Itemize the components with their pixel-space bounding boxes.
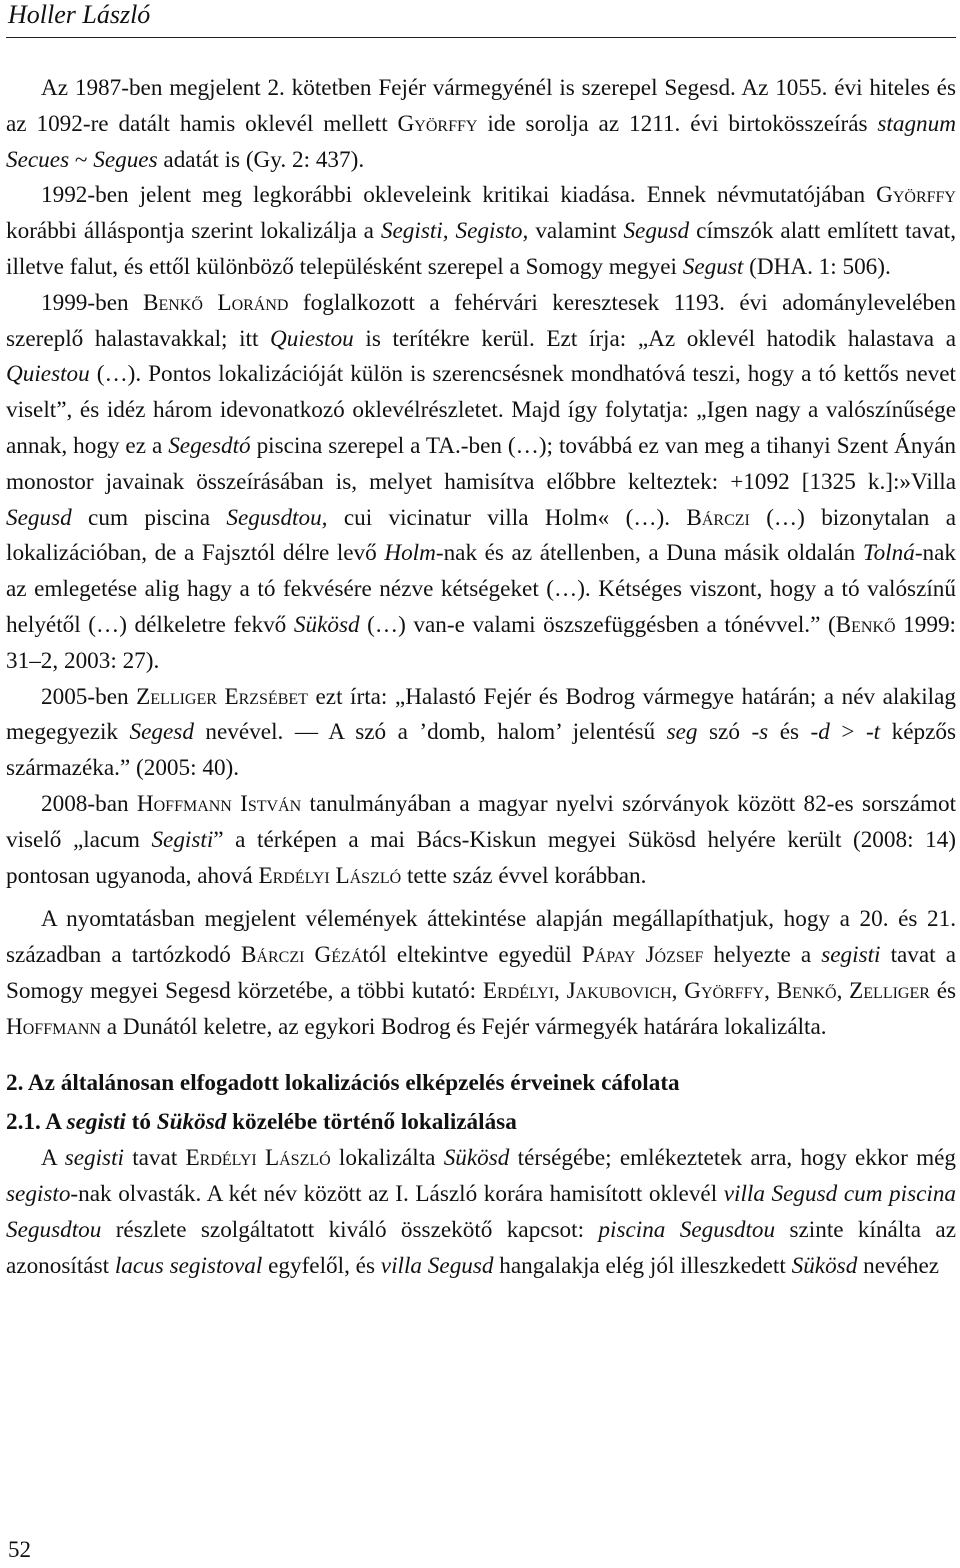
text-run: lokalizálta [330, 1145, 444, 1172]
running-header-author: Holler László [8, 0, 151, 29]
author-name: Hoffmann [6, 1013, 101, 1040]
italic-text: Quiestou [270, 325, 354, 352]
text-run: ~ [69, 146, 94, 173]
author-name: Zelliger Erzsébet [136, 683, 308, 710]
body-paragraph [6, 680, 956, 787]
text-run: 1999: 31–2, 2003: 27). [6, 611, 956, 674]
italic-text: segisto [6, 1180, 71, 1207]
text-run: ide sorolja az 1211. évi birtokösszeírás [477, 110, 878, 137]
italic-text: villa Segusd [380, 1252, 494, 1279]
italic-text: Segust [682, 253, 744, 280]
italic-text: -d [810, 719, 830, 746]
text-run: és [768, 719, 811, 746]
text-run: , [554, 977, 567, 1004]
text-run: , [671, 977, 685, 1004]
text-run: hangalakja elég jól illeszkedett [493, 1252, 792, 1279]
italic-text: -t [865, 719, 881, 746]
italic-text: Segesd [129, 719, 194, 746]
text-run: (DHA. 1: 506). [743, 253, 891, 280]
author-name: Pápay József [581, 942, 704, 969]
author-name: Györffy [876, 182, 956, 209]
text-run: tanulmányában a magyar nyelvi szórványok között 82-es sorszámot viselő „lacum [6, 790, 957, 853]
text-run: szó [697, 719, 752, 746]
italic-text: Quiestou [6, 361, 90, 388]
italic-text: Segisti [151, 826, 214, 853]
italic-text: Sükösd [156, 1109, 227, 1136]
text-run: > [829, 719, 866, 746]
body-paragraph [6, 178, 956, 285]
article-body [6, 71, 956, 1284]
italic-text: segisti [821, 942, 881, 969]
text-run: 1999-ben [41, 289, 144, 316]
italic-text: villa Segusd cum piscina Segusdtou [6, 1180, 957, 1243]
author-name: Hoffmann István [136, 790, 302, 817]
text-run: nevéhez [857, 1252, 940, 1279]
text-run: szinte kínálta az azonosítást [6, 1216, 956, 1279]
text-run: valamint [528, 218, 624, 245]
italic-text: Segusdtou, [226, 504, 328, 531]
text-run: -nak és az átellenben, a Duna másik oldalán [435, 540, 863, 567]
text-run: tavat a Somogy megyei Segesd körzetébe, a többi kutató: [6, 942, 956, 1004]
text-run: , [764, 977, 777, 1004]
text-run: és [929, 977, 957, 1004]
author-name: Bárczi [686, 504, 750, 531]
italic-text: segisti [66, 1109, 126, 1136]
italic-text: Segisti, Segisto, [380, 218, 529, 245]
text-run: adatát is (Gy. 2: 437). [157, 146, 365, 173]
author-name: Erdélyi [482, 977, 555, 1004]
italic-text: Segesdtó [168, 432, 251, 459]
page-number: 52 [8, 1537, 31, 1562]
text-run: (…). Pontos lokalizációját külön is szerencsésnek mondhatóvá teszi, hogy a tó kettős nevet viselt”, és idéz három idevonatkozó oklevélrészletet. Majd így folytatja: „Igen nagy a valószínűsége annak, hogy ez a [6, 361, 956, 459]
italic-text: Segues [93, 146, 158, 173]
section-heading [6, 1066, 956, 1102]
text-run: 2.1. A [6, 1109, 67, 1136]
italic-text: seg [666, 719, 698, 746]
text-run: -nak olvasták. A két név között az I. László korára hamisított oklevél [70, 1180, 724, 1207]
text-run: tó [125, 1109, 157, 1136]
text-run: helyezte a [703, 942, 822, 969]
text-run: -nak az emlegetése alig hagy a tó fekvésére nézve kétségeket (…). Kétséges viszont, hogy a tó valószínű helyétől (…) délkeletre fekvő [6, 540, 957, 638]
text-run: is terítékre kerül. Ezt írja: „Az oklevél hatodik halastava a [353, 325, 956, 352]
italic-text: Sükösd [293, 611, 360, 638]
body-paragraph [6, 902, 956, 1045]
text-run: közelébe történő lokalizálása [226, 1109, 517, 1136]
final-paragraph [6, 1141, 956, 1284]
author-name: Erdélyi László [258, 862, 402, 889]
text-run: 2005-ben [41, 683, 137, 710]
italic-text: Sükösd [443, 1145, 510, 1172]
text-run: (…) van-e valami öszszefüggésben a tónévvel.” ( [359, 611, 836, 638]
author-name: Erdélyi László [185, 1145, 331, 1172]
italic-text: piscina Segusdtou [598, 1216, 776, 1243]
text-run: egyfelől, és [262, 1252, 381, 1279]
author-name: Benkő [835, 611, 896, 638]
text-run: A [41, 1145, 65, 1172]
text-run: ” a térképen a mai Bács-Kiskun megyei Sükösd helyére került (2008: 14) pontosan ugyanoda, ahová [6, 826, 956, 889]
subsection-heading [6, 1105, 956, 1141]
text-run: 2. Az általánosan elfogadott lokalizációs elképzelés érveinek cáfolata [6, 1069, 680, 1096]
text-run: tavat [123, 1145, 186, 1172]
italic-text: stagnum Secues [6, 110, 956, 173]
body-paragraph [6, 71, 956, 178]
body-paragraphs [6, 71, 956, 1046]
italic-text: segisti [64, 1145, 124, 1172]
text-run: térségébe; emlékeztetek arra, hogy ekkor még [509, 1145, 956, 1172]
text-run: , [836, 977, 850, 1004]
text-run: nevével. — A szó a ’domb, halom’ jelentésű [193, 719, 667, 746]
italic-text: Tolná [862, 540, 915, 567]
text-run: A nyomtatásban megjelent vélemények áttekintése alapján megállapíthatjuk, hogy a 20. és 21. században a tartózkodó [6, 906, 956, 969]
text-run: ezt írta: „Halastó Fejér és Bodrog vármegye határán; a név alakilag megegyezik [6, 683, 956, 746]
text-run: tette száz évvel korábban. [401, 862, 647, 889]
italic-text: lacus segistoval [114, 1252, 263, 1279]
italic-text: Holm [384, 540, 436, 567]
text-run: tól eltekintve egyedül [362, 942, 582, 969]
text-run: 1992-ben jelent meg legkorábbi okleveleink kritikai kiadása. Ennek névmutatójában [41, 182, 877, 209]
italic-text: -s [751, 719, 769, 746]
author-name: Györffy [397, 110, 478, 137]
body-paragraph [6, 787, 956, 894]
italic-text: Segusd [6, 504, 72, 531]
text-run: Az 1987-ben megjelent 2. kötetben Fejér vármegyénél is szerepel Segesd. Az 1055. évi hiteles és az 1092-re datált hamis oklevél mellett [6, 75, 956, 137]
text-run: korábbi álláspontja szerint lokalizálja a [6, 218, 381, 245]
text-run: cum piscina [71, 504, 227, 531]
author-name: Benkő [776, 977, 837, 1004]
text-run: (…) bizonytalan a lokalizációban, de a Fajsztól délre levő [6, 504, 957, 567]
text-run: részlete szolgáltatott kiváló összekötő kapcsot: [101, 1216, 599, 1243]
italic-text: Segusd [623, 218, 690, 245]
text-run: 2008-ban [41, 790, 137, 817]
author-name: Bárczi Gézá [240, 942, 363, 969]
text-run: képzős származéka.” (2005: 40). [6, 719, 956, 782]
italic-text: Sükösd [791, 1252, 858, 1279]
text-run: piscina szerepel a TA.-ben (…); továbbá ez van meg a tihanyi Szent Ányán monostor javainak összeírásában is, melyet hamisítva előbbre kelteztek: +1092 [1325 k.]:»Villa [6, 432, 956, 495]
text-run: cui vicinatur villa Holm« (…). [327, 504, 687, 531]
text-run: címszók alatt említett tavat, illetve falut, és ettől különböző településként szerepel a Somogy megyei [6, 218, 957, 280]
author-name: Zelliger [849, 977, 930, 1004]
author-name: Györffy [684, 977, 765, 1004]
header-rule [6, 37, 956, 38]
text-run: a Dunától keletre, az egykori Bodrog és Fejér vármegyék határára lokalizálta. [101, 1013, 827, 1040]
author-name: Benkő Loránd [143, 289, 289, 316]
body-paragraph [6, 286, 956, 680]
text-run: foglalkozott a fehérvári keresztesek 1193. évi adománylevelében szereplő halastavakkal; itt [6, 289, 957, 352]
author-name: Jakubovich [566, 977, 672, 1004]
